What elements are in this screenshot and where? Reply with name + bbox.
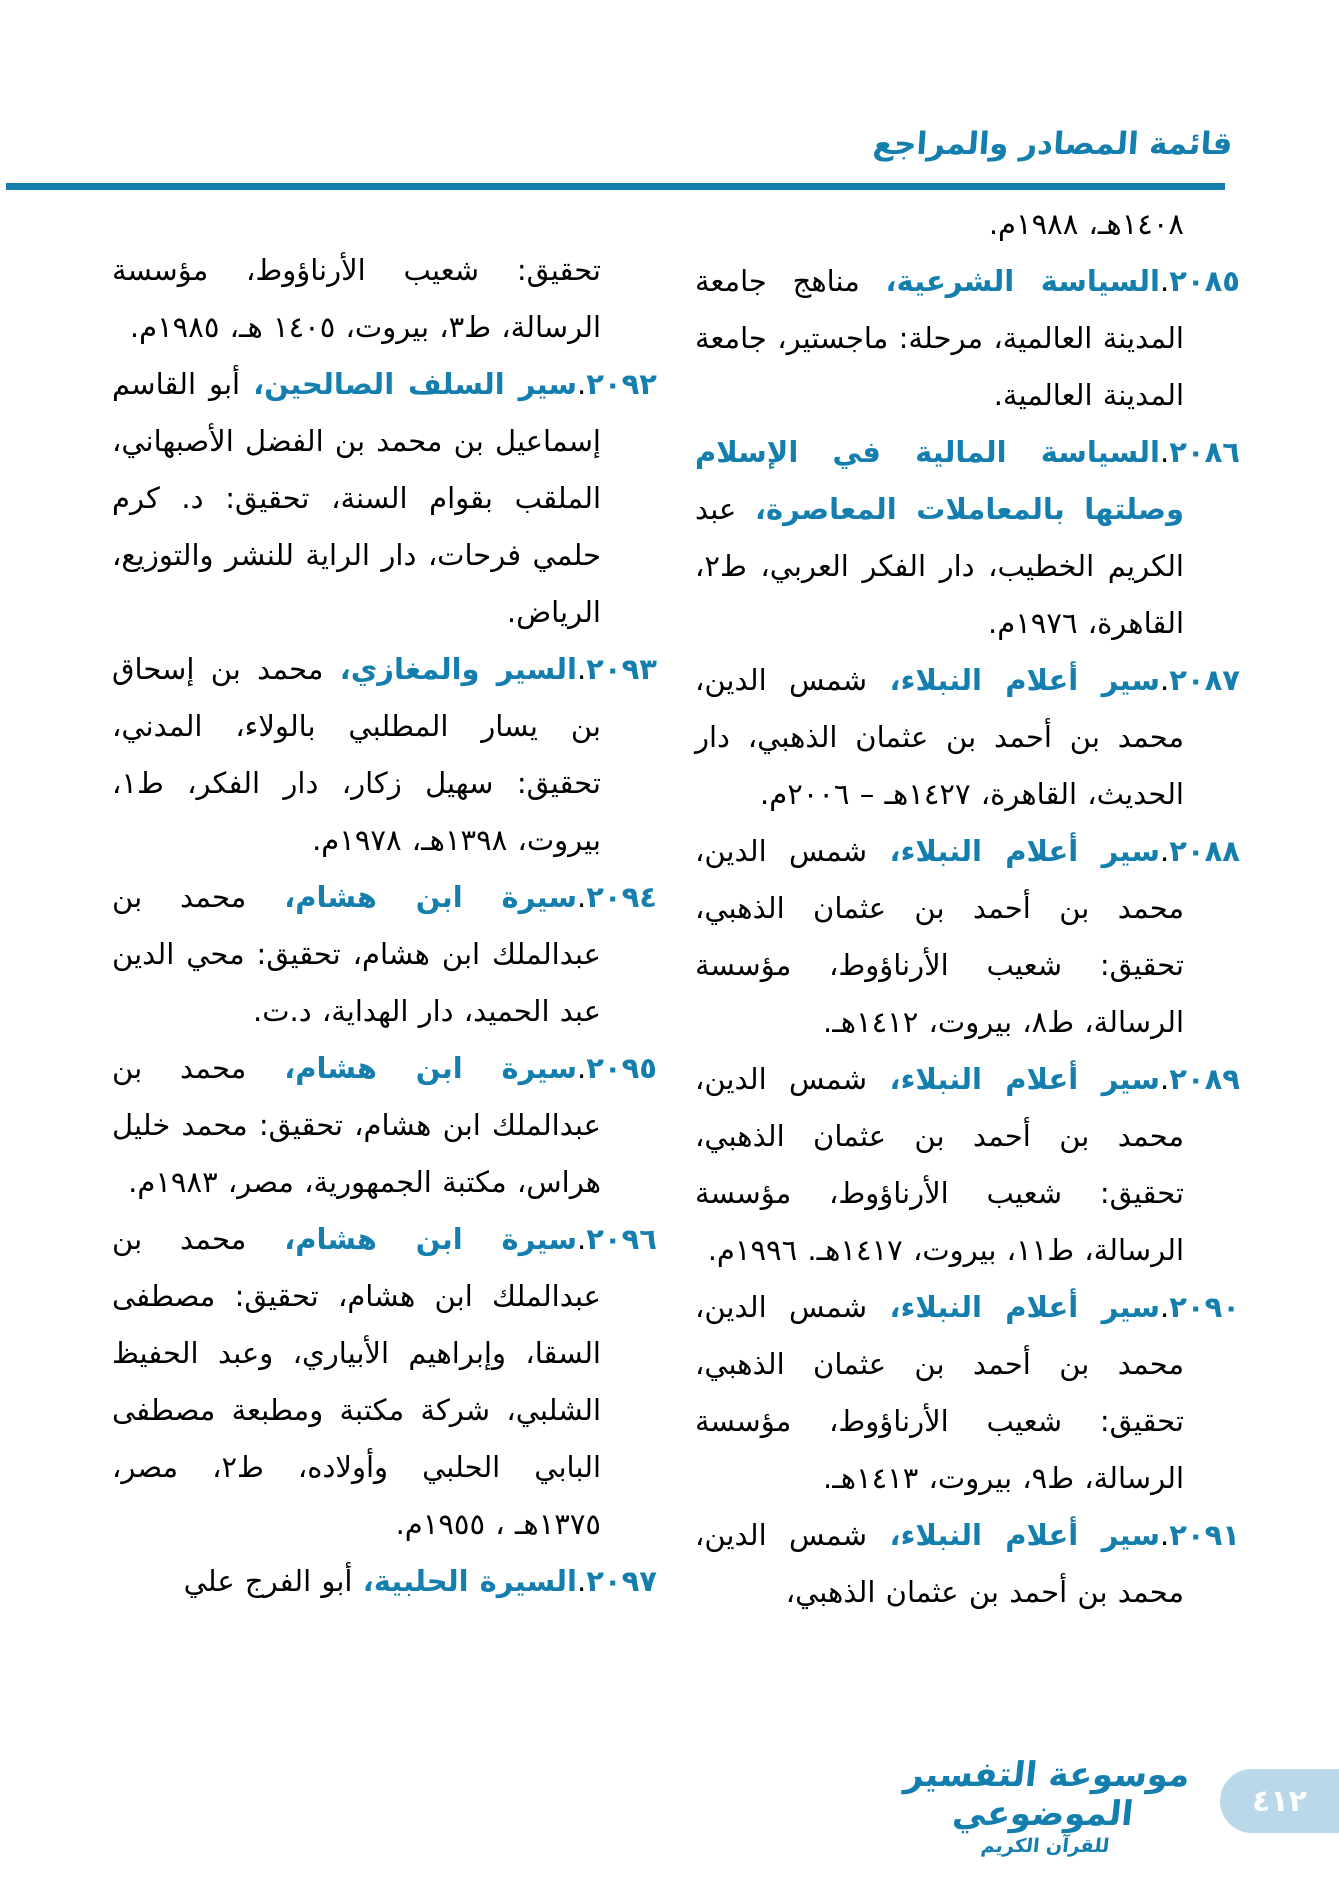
entry-title: السياسة المالية في الإسلام وصلتها بالمعاملات المعاصرة، bbox=[695, 435, 1185, 526]
entry-number: ٢٠٩٤ bbox=[586, 880, 657, 914]
entry-title: سير أعلام النبلاء، bbox=[889, 663, 1160, 697]
entry-text: ١٤٠٨هـ، ١٩٨٨م. bbox=[988, 207, 1184, 241]
entry-number: ٢٠٩٢ bbox=[586, 367, 658, 401]
entry-number-dot: . bbox=[576, 1051, 587, 1085]
bibliography-entry bbox=[695, 652, 1240, 823]
entry-number-dot: . bbox=[576, 880, 587, 914]
column-right bbox=[695, 196, 1240, 1621]
entry-text: شمس الدين، محمد بن أحمد بن عثمان الذهبي، bbox=[695, 1518, 1184, 1609]
entry-number: ٢٠٩٦ bbox=[586, 1222, 657, 1256]
bibliography-entry bbox=[112, 1553, 657, 1610]
bibliography-entry bbox=[112, 869, 657, 1040]
bibliography-entry bbox=[695, 823, 1240, 1051]
entry-number: ٢٠٩٣ bbox=[586, 652, 657, 686]
entry-number-dot: . bbox=[576, 1564, 587, 1598]
entry-text: شمس الدين، محمد بن أحمد بن عثمان الذهبي، تحقيق: شعيب الأرناؤوط، مؤسسة الرسالة، ط٩، بيروت، ١٤١٣هـ. bbox=[695, 1290, 1184, 1495]
entry-number: ٢٠٨٨ bbox=[1169, 834, 1240, 868]
entry-text: محمد بن عبدالملك ابن هشام، تحقيق: محمد خليل هراس، مكتبة الجمهورية، مصر، ١٩٨٣م. bbox=[112, 1051, 601, 1199]
entry-number-dot: . bbox=[576, 652, 587, 686]
entry-text: محمد بن عبدالملك ابن هشام، تحقيق: مصطفى السقا، وإبراهيم الأبياري، وعبد الحفيظ الشلبي، شركة مكتبة ومطبعة مصطفى البابي الحلبي وأولاده، ط٢، مصر، ١٣٧٥هـ ، ١٩٥٥م. bbox=[112, 1222, 601, 1541]
entry-text: مناهج جامعة المدينة العالمية، مرحلة: ماجستير، جامعة المدينة العالمية. bbox=[695, 264, 1184, 412]
entry-text: أبو القاسم إسماعيل بن محمد بن الفضل الأصبهاني، الملقب بقوام السنة، تحقيق: د. كرم حلمي فرحات، دار الراية للنشر والتوزيع، الرياض. bbox=[112, 367, 601, 629]
entry-title: سيرة ابن هشام، bbox=[284, 1051, 577, 1085]
entry-text: عبد الكريم الخطيب، دار الفكر العربي، ط٢، القاهرة، ١٩٧٦م. bbox=[695, 492, 1184, 640]
entry-title: سير أعلام النبلاء، bbox=[889, 1062, 1160, 1096]
entry-text: أبو الفرج علي bbox=[183, 1564, 363, 1598]
entry-number-dot: . bbox=[1159, 264, 1170, 298]
bibliography-entry bbox=[695, 196, 1240, 253]
entry-text: محمد بن عبدالملك ابن هشام، تحقيق: محي الدين عبد الحميد، دار الهداية، د.ت. bbox=[112, 880, 601, 1028]
column-left bbox=[112, 242, 657, 1621]
entry-title: سير أعلام النبلاء، bbox=[889, 1290, 1160, 1324]
entry-number-dot: . bbox=[576, 367, 587, 401]
entry-number-dot: . bbox=[1159, 834, 1170, 868]
entry-text: شمس الدين، محمد بن أحمد بن عثمان الذهبي، تحقيق: شعيب الأرناؤوط، مؤسسة الرسالة، ط١١، بيروت، ١٤١٧هـ. ١٩٩٦م. bbox=[695, 1062, 1184, 1267]
bibliography-entry bbox=[695, 424, 1240, 652]
entry-number: ٢٠٨٩ bbox=[1169, 1062, 1240, 1096]
bibliography-entry bbox=[112, 242, 657, 356]
bibliography-entry bbox=[695, 1051, 1240, 1279]
entry-number: ٢٠٩١ bbox=[1169, 1518, 1240, 1552]
entry-title: سيرة ابن هشام، bbox=[284, 1222, 577, 1256]
entry-number-dot: . bbox=[1159, 435, 1170, 469]
bibliography-entry bbox=[695, 1279, 1240, 1507]
bibliography-entry bbox=[695, 1507, 1240, 1621]
page-number-badge bbox=[1220, 1769, 1339, 1833]
entry-number: ٢٠٨٥ bbox=[1169, 264, 1240, 298]
entry-number: ٢٠٩٧ bbox=[586, 1564, 657, 1598]
page-header-title: قائمة المصادر والمراجع bbox=[871, 126, 1234, 162]
entry-text: شمس الدين، محمد بن أحمد بن عثمان الذهبي، دار الحديث، القاهرة، ١٤٢٧هـ – ٢٠٠٦م. bbox=[695, 663, 1184, 811]
bibliography-entry bbox=[112, 1211, 657, 1553]
entry-number: ٢٠٩٠ bbox=[1169, 1290, 1240, 1324]
entry-number-dot: . bbox=[1159, 1518, 1170, 1552]
entry-number: ٢٠٨٦ bbox=[1169, 435, 1240, 469]
entry-number-dot: . bbox=[1159, 1062, 1170, 1096]
entry-title: سيرة ابن هشام، bbox=[284, 880, 577, 914]
entry-title: سير أعلام النبلاء، bbox=[889, 834, 1160, 868]
entry-title: سير السلف الصالحين، bbox=[253, 367, 577, 401]
entry-title: سير أعلام النبلاء، bbox=[889, 1518, 1160, 1552]
bibliography-entry bbox=[112, 1040, 657, 1211]
page-number: ٤١٢ bbox=[1252, 1783, 1307, 1819]
entry-text: محمد بن إسحاق بن يسار المطلبي بالولاء، المدني، تحقيق: سهيل زكار، دار الفكر، ط١، بيروت، ١٣٩٨هـ، ١٩٧٨م. bbox=[112, 652, 601, 857]
bibliography-entry bbox=[112, 356, 657, 641]
publisher-logo-subtitle: للقرآن الكريم bbox=[979, 1835, 1111, 1858]
entry-text: تحقيق: شعيب الأرناؤوط، مؤسسة الرسالة، ط٣، بيروت، ١٤٠٥ هـ، ١٩٨٥م. bbox=[112, 253, 601, 344]
entry-number: ٢٠٩٥ bbox=[586, 1051, 657, 1085]
bibliography-columns bbox=[112, 196, 1240, 1621]
entry-title: السياسة الشرعية، bbox=[885, 264, 1160, 298]
entry-number-dot: . bbox=[576, 1222, 587, 1256]
entry-title: السير والمغازي، bbox=[339, 652, 577, 686]
entry-text: شمس الدين، محمد بن أحمد بن عثمان الذهبي، تحقيق: شعيب الأرناؤوط، مؤسسة الرسالة، ط٨، بيروت، ١٤١٢هـ. bbox=[695, 834, 1184, 1039]
publisher-logo bbox=[895, 1756, 1195, 1858]
bibliography-entry bbox=[695, 253, 1240, 424]
entry-number: ٢٠٨٧ bbox=[1169, 663, 1240, 697]
entry-number-dot: . bbox=[1159, 663, 1170, 697]
publisher-logo-title: موسوعة التفسير الموضوعي bbox=[902, 1755, 1192, 1835]
bibliography-entry bbox=[112, 641, 657, 869]
entry-title: السيرة الحلبية، bbox=[362, 1564, 577, 1598]
entry-number-dot: . bbox=[1159, 1290, 1170, 1324]
header-divider-rule bbox=[6, 183, 1225, 190]
